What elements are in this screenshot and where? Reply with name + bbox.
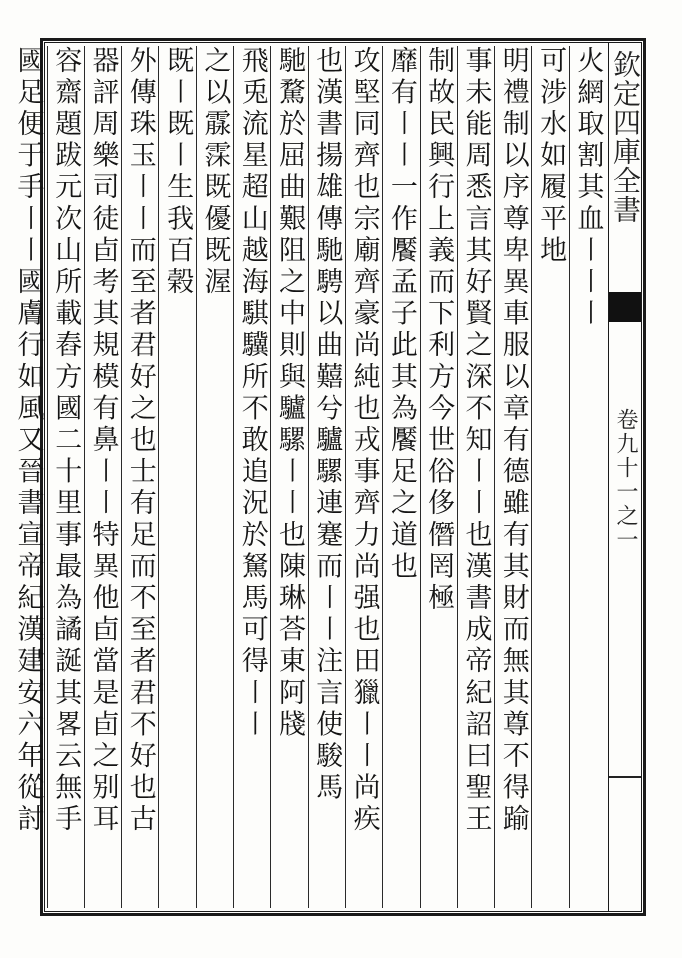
text-column — [345, 46, 382, 908]
text-column — [158, 46, 195, 908]
text-columns — [12, 46, 606, 908]
column-text: 外傳珠玉〡〡而至者君好之也士有足而不至者君不好也古 — [124, 46, 156, 836]
column-text: 明禮制以序尊卑異車服以章有德雖有其財而無其尊不得踰 — [497, 46, 529, 836]
text-column — [382, 46, 419, 908]
column-text: 靡有〡〡一作饜孟子此其為饜足之道也 — [385, 46, 417, 584]
text-column — [569, 46, 606, 908]
column-text: 馳騖於屈曲艱阻之中則與驢騾〡〡也陳琳荅東阿牋 — [273, 46, 305, 742]
text-column — [121, 46, 158, 908]
column-text: 飛兎流星超山越海騏驥所不敢追況於駑馬可得〡〡 — [236, 46, 268, 742]
text-column — [47, 46, 84, 908]
column-text: 火網取割其血〡〡〡 — [572, 46, 604, 331]
column-text: 容齋題跋元次山所載舂方國二十里事最為譎誕其畧云無手 — [50, 46, 82, 836]
text-column — [457, 46, 494, 908]
column-text: 事未能周悉言其好賢之深不知〡〡也漢書成帝紀詔曰聖王 — [460, 46, 492, 836]
text-column — [420, 46, 457, 908]
text-column — [84, 46, 121, 908]
text-column — [10, 46, 47, 908]
fishtail-mark — [609, 292, 641, 322]
column-text: 國足便于手〡〡國膚行如風又晉書宣帝紀漢建安六年從討 — [12, 46, 44, 836]
column-text: 既〡既〡生我百榖 — [162, 46, 194, 299]
text-column — [270, 46, 307, 908]
column-text: 攻堅同齊也宗廟齊豪尚純也戎事齊力尚强也田獵〡〡尚疾 — [348, 46, 380, 836]
column-text: 之以霡霂既優既渥 — [199, 46, 231, 299]
column-text: 制故民興行上義而下利方今世俗侈僭罔極 — [423, 46, 455, 615]
column-text: 可涉水如履平地 — [535, 46, 567, 268]
text-column — [308, 46, 345, 908]
column-text: 也漢書揚雄傳馳騁以曲囏兮驢騾連蹇而〡〡注言使駿馬 — [311, 46, 343, 805]
margin-rule — [609, 776, 641, 778]
volume-label: 卷九十一之一 — [613, 408, 638, 552]
text-column — [196, 46, 233, 908]
text-column — [494, 46, 531, 908]
column-text: 器評周樂司徒卣考其規模有鼻〡〡特異他卣當是卣之别耳 — [87, 46, 119, 836]
running-head: 欽定四庫全書 — [609, 50, 642, 224]
text-column — [233, 46, 270, 908]
text-column — [531, 46, 568, 908]
